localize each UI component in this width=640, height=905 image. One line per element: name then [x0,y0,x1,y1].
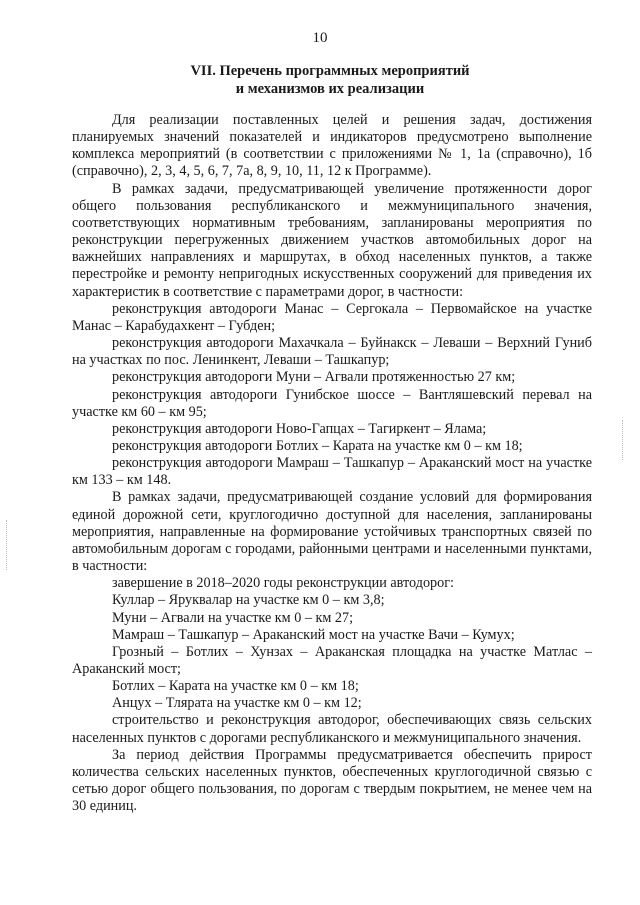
page-number: 10 [312,30,328,46]
scan-margin-mark-right [622,420,625,460]
list-item-road-novo-gaptsakh: реконструкция автодороги Ново-Гапцах – Тагиркент – Ялама; [112,420,487,437]
list-item-botlikh-karata: Ботлих – Карата на участке км 0 – км 18; [112,678,359,695]
paragraph-task-2: В рамках задачи, предусматривающей создание условий для формирования единой дорожной сети, круглогодично доступной для населения, запланированы мероприятия, направленные на формирование устойчивых транспортных связей по автомобильным дорогам с городами, районными центрами и населенными пунктами, в частности: [72,489,592,575]
section-heading-line-1: VII. Перечень программных мероприятий [190,63,470,79]
document-body [72,112,592,815]
paragraph-completion: завершение в 2018–2020 годы реконструкции автодорог: [112,575,454,592]
list-item-road-manas: реконструкция автодороги Манас – Сергокала – Первомайское на участке Манас – Карабудахкент – Губден; [72,300,592,334]
list-item-road-makhachkala: реконструкция автодороги Махачкала – Буйнакск – Леваши – Верхний Гуниб на участках по пос. Ленинкент, Леваши – Ташкапур; [72,335,592,369]
paragraph-intro: Для реализации поставленных целей и решения задач, достижения планируемых значений показателей и индикаторов предусмотрено выполнение комплекса мероприятий (в соответствии с приложениями № 1, 1а (справочно), 1б (справочно), 2, 3, 4, 5, 6, 7, 7а, 8, 9, 10, 11, 12 к Программе). [72,112,592,180]
section-heading-line-2: и механизмов их реализации [235,81,425,97]
list-item-road-botlikh: реконструкция автодороги Ботлих – Карата на участке км 0 – км 18; [112,437,523,454]
list-item-road-gunib: реконструкция автодороги Гунибское шоссе – Вантляшевский перевал на участке км 60 – км 95; [72,386,592,420]
paragraph-construction: строительство и реконструкция автодорог, обеспечивающих связь сельских населенных пунктов с дорогами республиканского и межмуниципального значения. [72,712,592,746]
list-item-kullar: Куллар – Яруквалар на участке км 0 – км 3,8; [112,592,385,609]
scan-margin-mark-left [6,520,9,570]
paragraph-task-1: В рамках задачи, предусматривающей увеличение протяженности дорог общего пользования республиканского и межмуниципального значения, соответствующих нормативным требованиям, запланированы мероприятия по реконструкции перегруженных движением участков автомобильных дорог на важнейших направлениях и маршрутах, в обход населенных пунктов, а также перестройке и ремонту непригодных искусственных сооружений для приведения их характеристик в соответствие с параметрами дорог, в частности: [72,180,592,300]
list-item-antsukh: Анцух – Тлярата на участке км 0 – км 12; [112,695,362,712]
section-heading [60,62,600,98]
list-item-road-muni: реконструкция автодороги Муни – Агвали протяженностью 27 км; [112,369,516,386]
list-item-road-mamrash: реконструкция автодороги Мамраш – Ташкапур – Араканский мост на участке км 133 – км 148. [72,455,592,489]
list-item-muni-agvali: Муни – Агвали на участке км 0 – км 27; [112,609,354,626]
list-item-grozny: Грозный – Ботлих – Хунзах – Араканская площадка на участке Матлас – Араканский мост; [72,643,592,677]
list-item-mamrash-vachi: Мамраш – Ташкапур – Араканский мост на участке Вачи – Кумух; [112,626,515,643]
paragraph-conclusion: За период действия Программы предусматривается обеспечить прирост количества сельских населенных пунктов, обеспеченных круглогодичной связью с сетью дорог общего пользования, по дорогам с твердым покрытием, не менее чем на 30 единиц. [72,746,592,815]
